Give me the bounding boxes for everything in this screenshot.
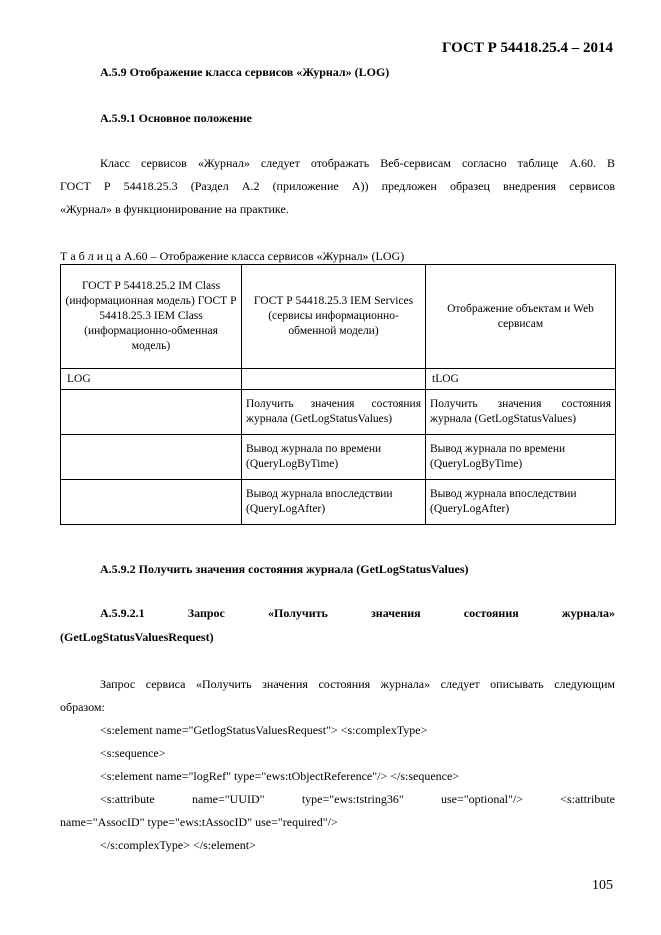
table-row [61, 480, 616, 525]
table-header-cell: ГОСТ Р 54418.25.2 IM Class (информационная модель) ГОСТ Р 54418.25.3 IEM Class (информационно-обменная модель) [61, 265, 242, 369]
table-cell: Вывод журнала впоследствии (QueryLogAfter) [426, 480, 616, 525]
code-line: <s:attribute name="UUID" type="ews:tstring36" use="optional"/> <s:attribute [100, 792, 615, 806]
table-cell [242, 369, 426, 390]
table-cell [61, 390, 242, 435]
section-heading-a592: А.5.9.2 Получить значения состояния журнала (GetLogStatusValues) [100, 562, 469, 576]
paragraph-line: образом: [60, 700, 105, 714]
code-line: </s:complexType> </s:element> [100, 838, 256, 852]
table-row [61, 369, 616, 390]
table-cell: Вывод журнала впоследствии (QueryLogAfter) [242, 480, 426, 525]
paragraph-line: ГОСТ Р 54418.25.3 (Раздел А.2 (приложение А)) предложен образец внедрения сервисов [60, 179, 615, 193]
table-header-row [61, 265, 616, 369]
table-cell: LOG [61, 369, 242, 390]
section-heading-a59: А.5.9 Отображение класса сервисов «Журнал» (LOG) [100, 65, 390, 79]
mapping-table [60, 264, 616, 525]
paragraph-line: Класс сервисов «Журнал» следует отображать Веб-сервисам согласно таблице А.60. В [100, 156, 615, 170]
table-cell [61, 435, 242, 480]
code-line: <s:element name="GetlogStatusValuesRequest"> <s:complexType> [100, 723, 428, 737]
table-cell: tLOG [426, 369, 616, 390]
page-number: 105 [592, 878, 613, 893]
paragraph-line: «Журнал» в функционирование на практике. [60, 202, 289, 216]
table-cell: Получить значения состояния журнала (GetLogStatusValues) [426, 390, 616, 435]
document-header: ГОСТ Р 54418.25.4 – 2014 [441, 40, 613, 56]
code-line: <s:element name="logRef" type="ews:tObjectReference"/> </s:sequence> [100, 769, 460, 783]
table-cell: Вывод журнала по времени (QueryLogByTime) [426, 435, 616, 480]
table-row [61, 435, 616, 480]
code-line: <s:sequence> [100, 746, 166, 760]
table-header-cell: Отображение объектам и Web сервисам [426, 265, 616, 369]
table-caption: Т а б л и ц а А.60 – Отображение класса сервисов «Журнал» (LOG) [60, 249, 405, 263]
table-cell: Получить значения состояния журнала (GetLogStatusValues) [242, 390, 426, 435]
table-row [61, 390, 616, 435]
section-heading-a5921: А.5.9.2.1 Запрос «Получить значения состояния журнала» [100, 606, 615, 620]
table-cell: Вывод журнала по времени (QueryLogByTime) [242, 435, 426, 480]
table-cell [61, 480, 242, 525]
section-heading-a5921-cont: (GetLogStatusValuesRequest) [60, 630, 214, 644]
code-line: name="AssocID" type="ews:tAssocID" use="required"/> [60, 815, 338, 829]
section-heading-a591: А.5.9.1 Основное положение [100, 111, 252, 125]
table-header-cell: ГОСТ Р 54418.25.3 IEM Services (сервисы информационно-обменной модели) [242, 265, 426, 369]
paragraph-line: Запрос сервиса «Получить значения состояния журнала» следует описывать следующим [100, 677, 615, 691]
